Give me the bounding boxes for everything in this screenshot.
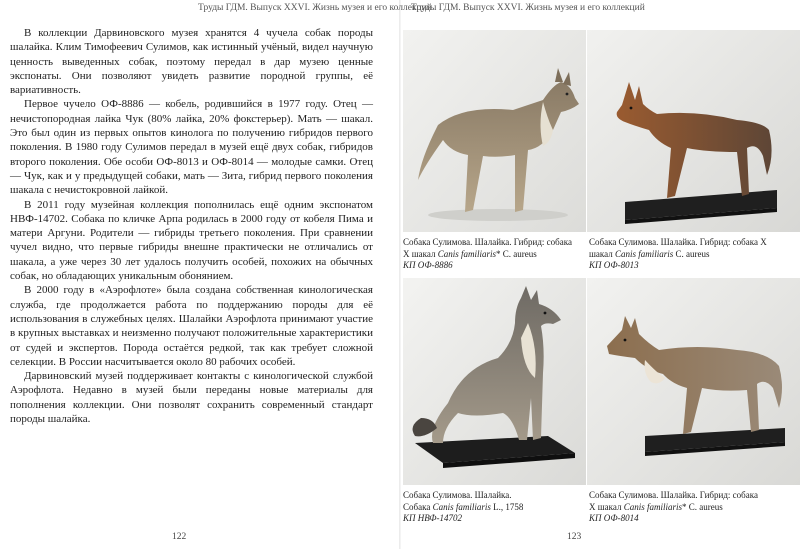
page-number-right: 123 bbox=[567, 532, 582, 542]
photo-nvf-14702 bbox=[403, 278, 586, 485]
caption-line1: Собака Сулимова. Шалайка. Гибрид: собака bbox=[589, 490, 758, 500]
running-head-right: Труды ГДМ. Выпуск XXVI. Жизнь музея и его коллекций bbox=[411, 3, 645, 13]
caption-suffix: * C. aureus bbox=[682, 501, 723, 512]
caption-species: Canis familiaris bbox=[623, 501, 682, 512]
caption-catalog: КП ОФ-8013 bbox=[589, 260, 639, 270]
caption-prefix: Х шакал bbox=[403, 248, 438, 259]
caption-line1: Собака Сулимова. Шалайка. Гибрид: собака bbox=[403, 237, 572, 247]
caption-species: Canis familiaris bbox=[432, 501, 491, 512]
caption-species: Canis familiaris bbox=[614, 248, 674, 259]
caption-catalog: КП ОФ-8886 bbox=[403, 260, 453, 270]
caption-species: Canis familiaris bbox=[437, 248, 496, 259]
caption-catalog: КП НВФ-14702 bbox=[403, 513, 462, 523]
paragraph-2: Первое чучело ОФ-8886 — кобель, родившийся в 1977 году. Отец — нечистопородная лайка Чук (80% лайка, 20% фокстерьер). Мать — шакал. Это был один из первых опытов кинолога по получению гибридов первого поколения. В 1980 году Сулимов передал в музей ещё двух собак, гибридов второго поколения. Обе особи ОФ-8013 и ОФ-8014 — молодые самки. Отец — Чук, как и у предыдущей собаки, мать — Зита, гибрид первого поколения шакала с нечистокровной лайкой. bbox=[10, 98, 373, 197]
caption-line2 bbox=[403, 502, 586, 514]
caption-of-8886 bbox=[403, 237, 586, 272]
paragraph-1: В коллекции Дарвиновского музея хранятся 4 чучела собак породы шалайка. Клим Тимофеевич Сулимов, как истинный учёный, видел научную ценность выведенных собак, поэтому передал в дар музею ценные экспонаты. Они позволяют увидеть развитие породной группы, её вариативность. bbox=[10, 27, 373, 97]
caption-prefix: Х шакал bbox=[589, 501, 624, 512]
photo-of-8013 bbox=[587, 30, 800, 232]
caption-of-8013 bbox=[589, 237, 799, 272]
caption-suffix: L., 1758 bbox=[490, 501, 524, 512]
right-page bbox=[400, 0, 800, 549]
page-number-left: 122 bbox=[172, 532, 187, 542]
caption-prefix: шакал bbox=[589, 248, 615, 259]
photo-of-8886 bbox=[403, 30, 586, 232]
caption-line2 bbox=[589, 502, 799, 514]
paragraph-3: В 2011 году музейная коллекция пополнилась ещё одним экспонатом НВФ-14702. Собака по кличке Арпа родилась в 2000 году от кобеля Пима и матери Аргуни. Родители — гибриды третьего поколения. При сравнении чучел видно, что первые гибриды внешне практически не отличались от шакала, а уже через 30 лет удалось получить особей, похожих на обычных собак, но обладающих уникальным обонянием. bbox=[10, 198, 373, 283]
caption-prefix: Собака bbox=[403, 501, 433, 512]
caption-line1: Собака Сулимова. Шалайка. Гибрид: собака Х bbox=[589, 237, 767, 247]
paragraph-5: Дарвиновский музей поддерживает контакты с кинологической службой Аэрофлота. Недавно в музей были переданы новые материалы для пополнения коллекции. Они позволят сохранить современный стандарт породы шалайка. bbox=[10, 370, 373, 426]
caption-of-8014 bbox=[589, 490, 799, 525]
caption-nvf-14702 bbox=[403, 490, 586, 525]
caption-line1: Собака Сулимова. Шалайка. bbox=[403, 490, 512, 500]
paragraph-4: В 2000 году в «Аэрофлоте» была создана собственная кинологическая служба, где продолжается работа по поддержанию породы для её использования в служебных целях. Шалайки Аэрофлота принимают участие в крупных выставках и неизменно получают положительные характеристики от судей и экспертов. Порода остаётся редкой, так как требует сложной селекции. В России насчитывается около 80 рабочих особей. bbox=[10, 284, 373, 368]
running-head-left: Труды ГДМ. Выпуск XXVI. Жизнь музея и его коллекций bbox=[198, 3, 432, 13]
caption-line2 bbox=[403, 249, 586, 261]
caption-suffix: * C. aureus bbox=[496, 248, 537, 259]
caption-catalog: КП ОФ-8014 bbox=[589, 513, 639, 523]
photo-of-8014 bbox=[587, 278, 800, 485]
article-body bbox=[10, 26, 373, 426]
caption-line2 bbox=[589, 249, 799, 261]
caption-suffix: C. aureus bbox=[673, 248, 710, 259]
